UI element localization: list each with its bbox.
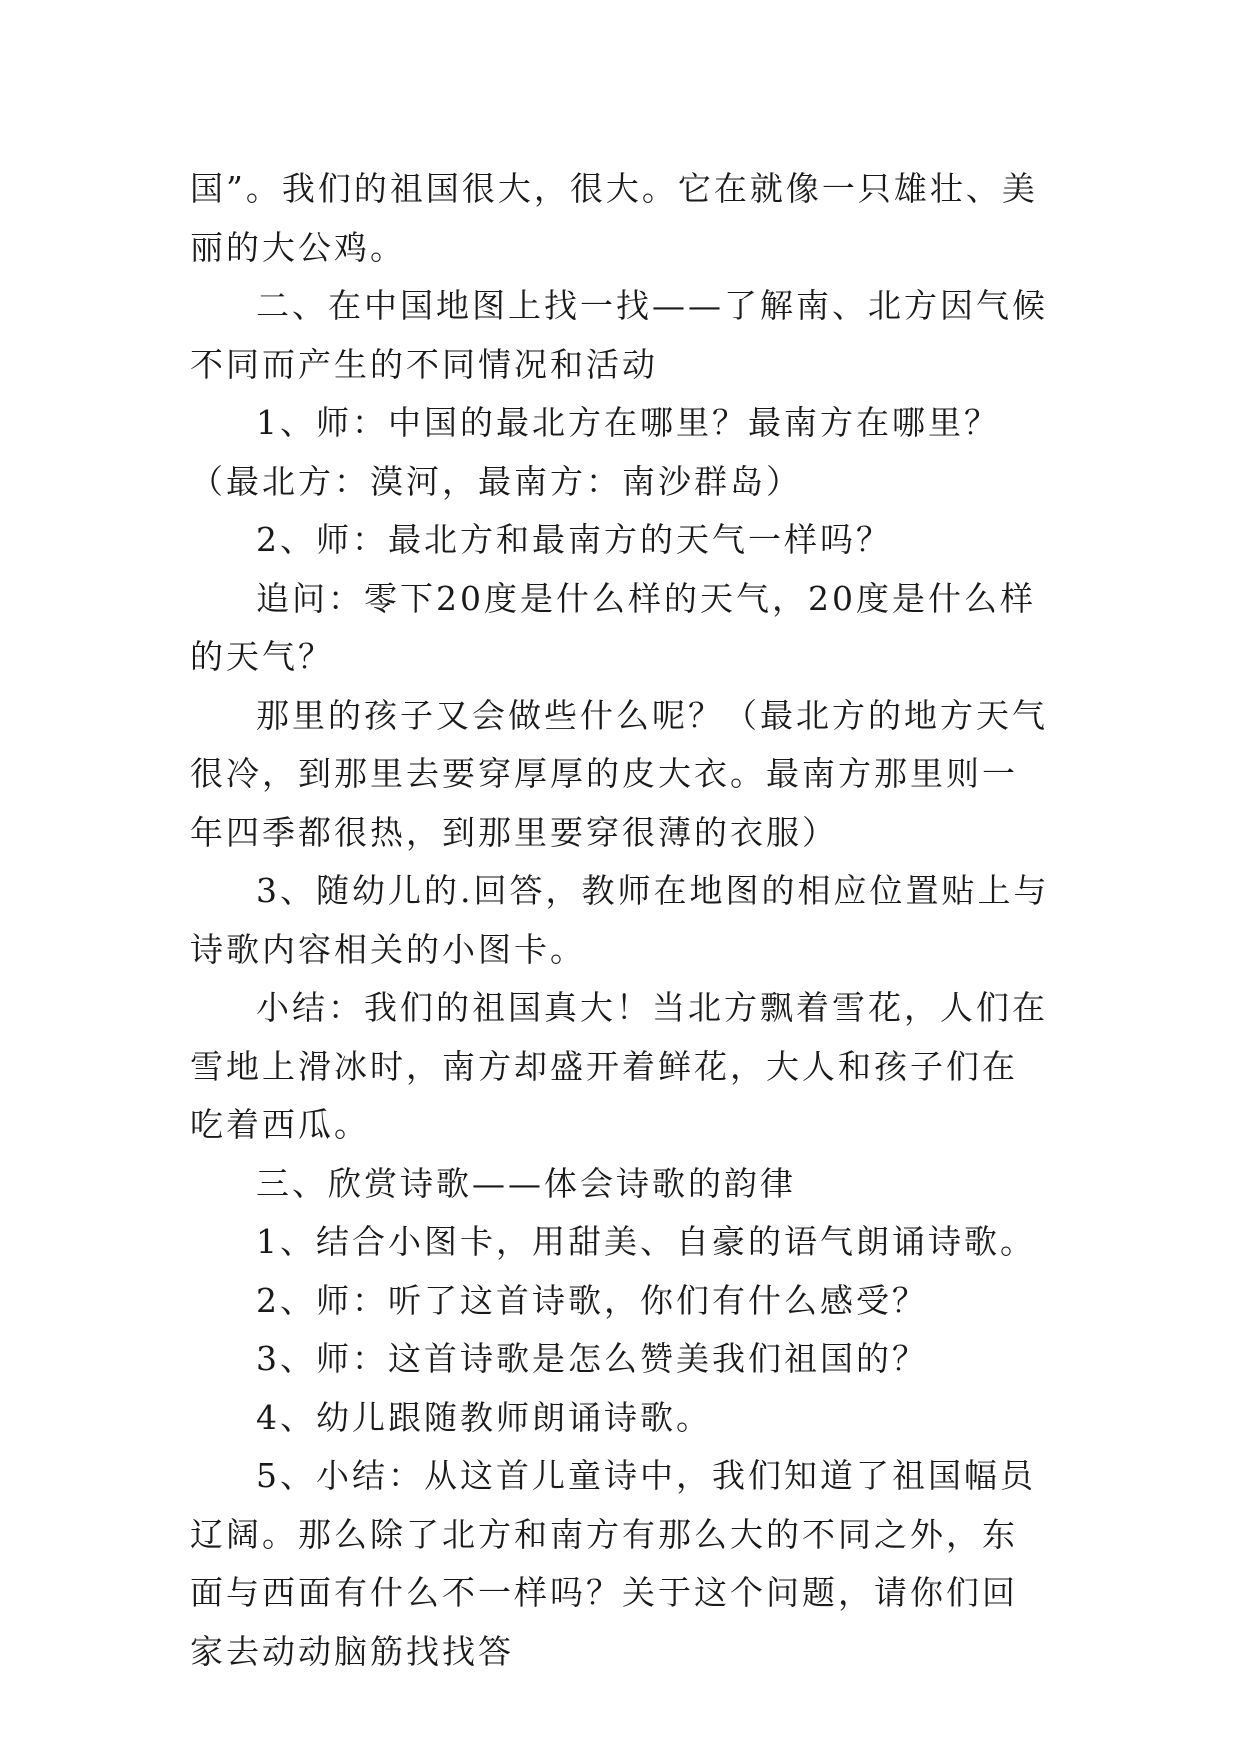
paragraph-poem-item-2: 2、师：听了这首诗歌，你们有什么感受？ [256, 1280, 928, 1320]
paragraph-follow-up: 追问：零下20度是什么样的天气，20度是什么样的天气？ [190, 578, 1036, 676]
document-body [190, 160, 1050, 1681]
paragraph-poem-item-5: 5、小结：从这首儿童诗中，我们知道了祖国幅员辽阔。那么除了北方和南方有那么大的不同之外，东面与西面有什么不一样吗？关于这个问题，请你们回家去动动脑筋找找答 [190, 1456, 1036, 1671]
paragraph-children-activities: 那里的孩子又会做些什么呢？（最北方的地方天气很冷，到那里去要穿厚厚的皮大衣。最南方那里则一年四季都很热，到那里要穿很薄的衣服） [190, 695, 1048, 852]
heading-section-two: 二、在中国地图上找一找——了解南、北方因气候不同而产生的不同情况和活动 [190, 286, 1048, 384]
paragraph-item-2: 2、师：最北方和最南方的天气一样吗？ [256, 520, 892, 559]
paragraph-1: 国”。我们的祖国很大，很大。它在就像一只雄壮、美丽的大公鸡。 [190, 169, 1038, 267]
paragraph-item-1: 1、师：中国的最北方在哪里？最南方在哪里？（最北方：漠河，最南方：南沙群岛） [190, 403, 1000, 501]
paragraph-poem-item-1: 1、结合小图卡，用甜美、自豪的语气朗诵诗歌。 [256, 1222, 1036, 1261]
paragraph-item-3: 3、随幼儿的.回答，教师在地图的相应位置贴上与诗歌内容相关的小图卡。 [190, 871, 1050, 969]
paragraph-poem-item-3: 3、师：这首诗歌是怎么赞美我们祖国的？ [256, 1339, 928, 1378]
heading-section-three: 三、欣赏诗歌——体会诗歌的韵律 [256, 1163, 796, 1203]
paragraph-poem-item-4: 4、幼儿跟随教师朗诵诗歌。 [256, 1397, 712, 1437]
paragraph-summary: 小结：我们的祖国真大！当北方飘着雪花，人们在雪地上滑冰时，南方却盛开着鲜花，大人和孩子们在吃着西瓜。 [190, 988, 1048, 1144]
